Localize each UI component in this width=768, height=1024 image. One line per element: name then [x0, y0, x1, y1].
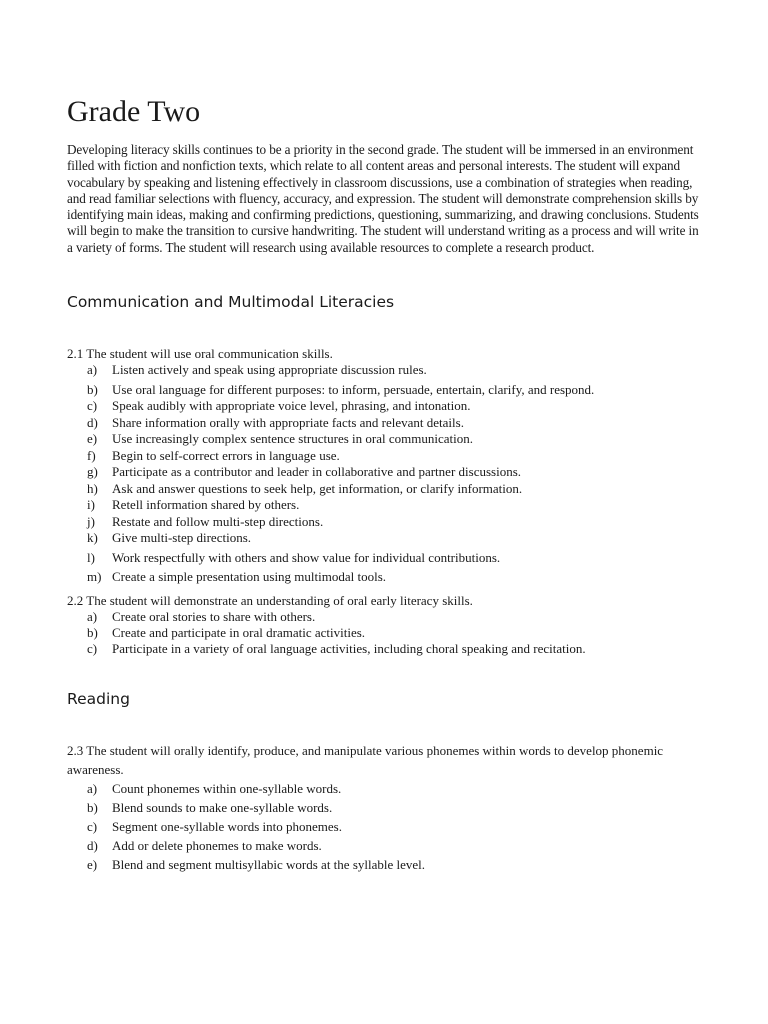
standard-2-1-stem: 2.1 The student will use oral communication skills.	[67, 346, 333, 361]
list-item-text: Create a simple presentation using multimodal tools.	[112, 569, 387, 584]
list-item	[67, 431, 594, 448]
list-item	[67, 836, 425, 855]
list-item-text: Participate as a contributor and leader in collaborative and partner discussions.	[112, 464, 521, 479]
list-item	[67, 817, 425, 836]
list-item	[67, 415, 594, 432]
section-heading-reading: Reading	[67, 690, 130, 708]
list-item-text: Blend sounds to make one-syllable words.	[112, 800, 333, 815]
list-item-text: Use oral language for different purposes: to inform, persuade, entertain, clarify, and respond.	[112, 381, 595, 397]
list-item-text: Work respectfully with others and show value for individual contributions.	[112, 549, 501, 565]
list-marker: c)	[87, 398, 98, 413]
list-marker: c)	[87, 641, 98, 656]
list-marker: d)	[87, 838, 98, 853]
list-item-text: Create and participate in oral dramatic activities.	[112, 625, 366, 640]
list-item	[67, 481, 594, 498]
list-marker: l)	[87, 549, 95, 565]
list-item	[67, 398, 594, 415]
list-item	[67, 798, 425, 817]
list-item-text: Ask and answer questions to seek help, get information, or clarify information.	[112, 480, 523, 496]
list-item-text: Give multi-step directions.	[112, 530, 252, 545]
list-marker: m)	[87, 569, 102, 584]
list-item-text: Retell information shared by others.	[112, 497, 300, 512]
list-item	[67, 609, 586, 625]
list-marker: g)	[87, 464, 98, 479]
standard-2-3-list	[67, 779, 425, 874]
list-marker: d)	[87, 414, 98, 430]
list-item	[67, 569, 594, 586]
list-item	[67, 497, 594, 514]
list-marker: f)	[87, 447, 96, 463]
list-marker: a)	[87, 609, 98, 624]
standard-2-1-list	[67, 362, 594, 586]
list-item	[67, 362, 594, 379]
list-item-text: Share information orally with appropriate facts and relevant details.	[112, 414, 464, 430]
list-marker: k)	[87, 530, 98, 545]
list-marker: j)	[87, 513, 95, 529]
list-item	[67, 448, 594, 465]
standard-2-2-list	[67, 609, 586, 657]
list-item-text: Add or delete phonemes to make words.	[112, 838, 322, 853]
list-item-text: Segment one-syllable words into phonemes.	[112, 819, 342, 834]
intro-paragraph: Developing literacy skills continues to be a priority in the second grade. The student will be immersed in an environment filled with fiction and nonfiction texts, which relate to all content areas and personal interests. The student will expand vocabulary by speaking and listening effectively in classroom discussions, use a combination of strategies when reading, and read familiar selections with fluency, accuracy, and expression. The student will demonstrate comprehension skills by identifying main ideas, making and confirming predictions, questioning, summarizing, and drawing conclusions. Students will begin to make the transition to cursive handwriting. The student will understand writing as a process and will write in a variety of forms. The student will research using available resources to complete a research product.	[67, 142, 699, 255]
list-item-text: Speak audibly with appropriate voice level, phrasing, and intonation.	[112, 398, 471, 413]
standard-2-3-stem: 2.3 The student will orally identify, produce, and manipulate various phonemes within words to develop phonemic awareness.	[67, 743, 664, 777]
list-item	[67, 641, 586, 657]
list-item	[67, 464, 594, 481]
page-title: Grade Two	[67, 95, 201, 128]
list-marker: i)	[87, 497, 95, 512]
list-item-text: Begin to self-correct errors in language use.	[112, 447, 340, 463]
list-marker: a)	[87, 781, 98, 796]
list-item	[67, 855, 425, 874]
list-item-text: Create oral stories to share with others.	[112, 609, 316, 624]
list-marker: h)	[87, 480, 98, 496]
list-item-text: Use increasingly complex sentence structures in oral communication.	[112, 431, 473, 446]
list-marker: c)	[87, 819, 98, 834]
list-marker: b)	[87, 381, 98, 397]
list-marker: e)	[87, 431, 98, 446]
section-heading-communication: Communication and Multimodal Literacies	[67, 293, 395, 311]
list-item	[67, 530, 594, 547]
list-item-text: Blend and segment multisyllabic words at the syllable level.	[112, 857, 426, 872]
list-item	[67, 550, 594, 567]
list-item	[67, 625, 586, 641]
list-marker: b)	[87, 625, 98, 640]
list-marker: a)	[87, 362, 98, 377]
list-item-text: Participate in a variety of oral language activities, including choral speaking and recitation.	[112, 641, 586, 656]
list-item-text: Count phonemes within one-syllable words.	[112, 781, 342, 796]
list-item	[67, 382, 594, 399]
list-item-text: Listen actively and speak using appropriate discussion rules.	[112, 362, 427, 377]
list-item	[67, 514, 594, 531]
list-marker: e)	[87, 857, 98, 872]
standard-2-2-stem: 2.2 The student will demonstrate an understanding of oral early literacy skills.	[67, 593, 473, 608]
list-marker: b)	[87, 800, 98, 815]
list-item-text: Restate and follow multi-step directions.	[112, 513, 324, 529]
list-item	[67, 779, 425, 798]
